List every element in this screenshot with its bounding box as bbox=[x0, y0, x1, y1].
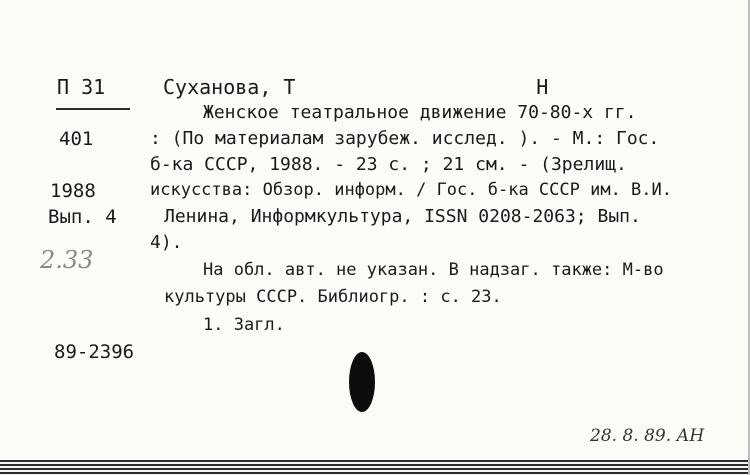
description-line-3: искусства: Обзор. информ. / Гос. б-ка СССР им. В.И. bbox=[150, 180, 672, 200]
description-line-2: б-ка СССР, 1988. - 23 с. ; 21 см. - (Зрелищ. bbox=[150, 154, 627, 175]
description-line-4: Ленина, Информкультура, ISSN 0208-2063; Вып. bbox=[164, 206, 641, 227]
note-line-1: На обл. авт. не указан. В надзаг. также: М-во bbox=[203, 260, 664, 280]
accession-number: 89-2396 bbox=[54, 341, 135, 363]
title-line: Женское театральное движение 70-80-х гг. bbox=[203, 102, 637, 123]
note-line-2: культуры СССР. Библиогр. : с. 23. bbox=[164, 287, 502, 307]
call-number-underline bbox=[56, 108, 130, 110]
handwritten-note: 2.33 bbox=[40, 246, 94, 274]
publication-year: 1988 bbox=[50, 180, 96, 202]
shelf-code: 401 bbox=[59, 128, 94, 150]
issue-number: Вып. 4 bbox=[48, 206, 117, 228]
author-line: Суханова, Т Н bbox=[163, 75, 549, 99]
card-punch-hole bbox=[349, 352, 375, 412]
description-line-1: : (По материалам зарубеж. исслед. ). - М.: Гос. bbox=[150, 128, 660, 149]
handwritten-date: 28. 8. 89. АН bbox=[590, 426, 705, 446]
call-number: П 31 bbox=[57, 75, 106, 99]
description-line-5: 4). bbox=[150, 232, 183, 253]
card-bottom-edge bbox=[0, 460, 750, 475]
subject-entry: 1. Загл. bbox=[203, 315, 285, 335]
